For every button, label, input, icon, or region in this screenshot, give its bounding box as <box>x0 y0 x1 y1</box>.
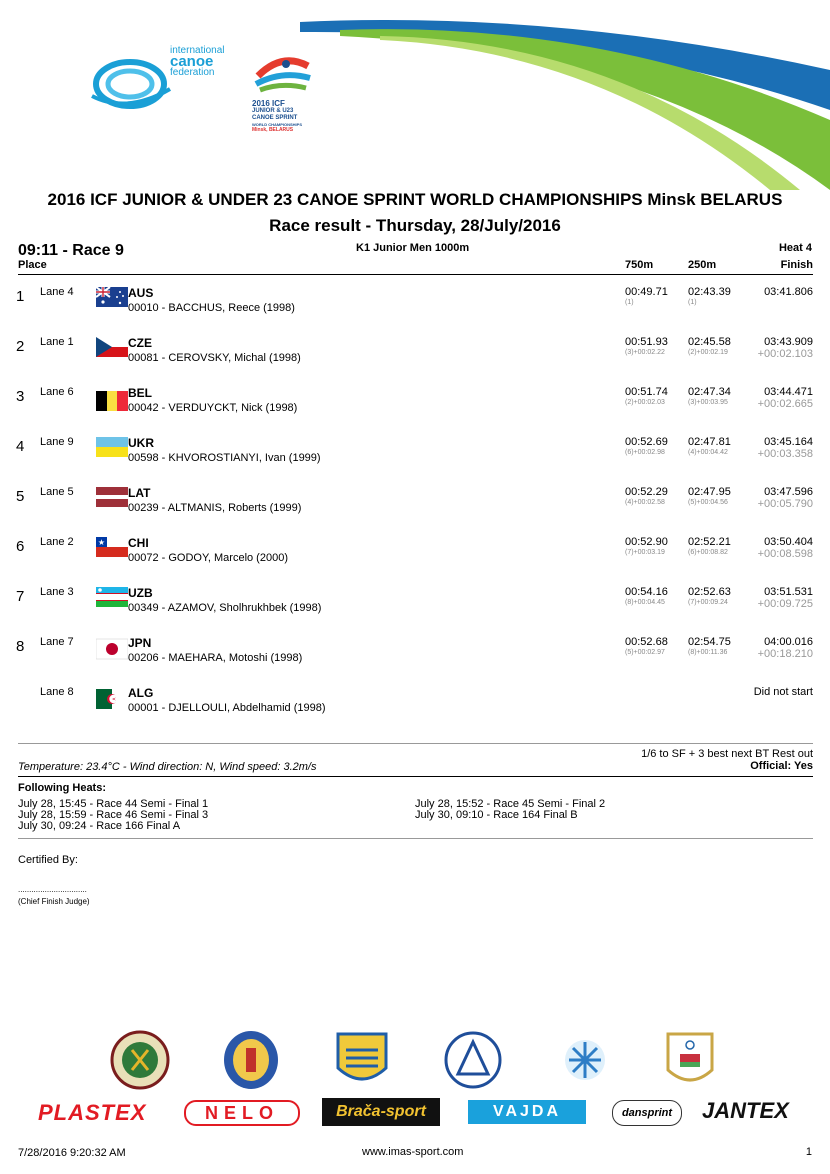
split-750m: 00:51.93 <box>625 336 668 348</box>
finish-diff: +00:02.103 <box>757 348 813 360</box>
split-250m: 02:45.58 <box>688 336 731 348</box>
czech-flag-icon <box>96 337 128 357</box>
emblem-1-icon <box>110 1030 170 1090</box>
split-750m-rank: (4)+00:02.58 <box>625 499 665 506</box>
finish-time: 03:50.404 <box>764 536 813 548</box>
lane: Lane 2 <box>40 536 74 548</box>
athlete-name: 00206 - MAEHARA, Motoshi (1998) <box>128 652 303 664</box>
heat-label: Heat 4 <box>778 242 812 254</box>
finish-time: 03:44.471 <box>764 386 813 398</box>
col-750m: 750m <box>625 259 654 271</box>
split-750m: 00:52.69 <box>625 436 668 448</box>
algeria-flag-icon <box>96 687 128 711</box>
finish-diff: +00:18.210 <box>757 648 813 660</box>
page-number: 1 <box>805 1146 812 1158</box>
website-link[interactable]: www.imas-sport.com <box>362 1146 464 1158</box>
belgium-flag-icon <box>96 387 128 415</box>
heats-rule <box>18 838 813 839</box>
split-750m-rank: (6)+00:02.98 <box>625 449 665 456</box>
results-end-rule <box>18 743 813 744</box>
athlete-name: 00010 - BACCHUS, Reece (1998) <box>128 302 295 314</box>
header-swoosh <box>300 10 830 190</box>
split-250m: 02:54.75 <box>688 636 731 648</box>
athlete-name: 00349 - AZAMOV, Sholhrukhbek (1998) <box>128 602 322 614</box>
table-row <box>0 686 830 736</box>
finish-diff: +00:05.790 <box>757 498 813 510</box>
finish-time: 03:51.531 <box>764 586 813 598</box>
table-row <box>0 336 830 386</box>
ukraine-flag-icon <box>96 437 128 457</box>
split-750m-rank: (8)+00:04.45 <box>625 599 665 606</box>
split-250m-rank: (4)+00:04.42 <box>688 449 728 456</box>
split-750m: 00:49.71 <box>625 286 668 298</box>
following-heat: July 28, 15:52 - Race 45 Semi - Final 2 <box>415 798 606 810</box>
col-finish: Finish <box>780 259 813 271</box>
weather-info: Temperature: 23.4°C - Wind direction: N, Wind speed: 3.2m/s <box>18 761 317 773</box>
split-250m-rank: (6)+00:08.82 <box>688 549 728 556</box>
country-code: JPN <box>128 636 152 650</box>
split-250m-rank: (2)+00:02.19 <box>688 349 728 356</box>
emblem-3-icon <box>334 1030 390 1090</box>
split-250m: 02:43.39 <box>688 286 731 298</box>
split-250m-rank: (5)+00:04.56 <box>688 499 728 506</box>
split-750m: 00:52.29 <box>625 486 668 498</box>
finish-diff: +00:09.725 <box>757 598 813 610</box>
icf-logo-text-3: federation <box>170 67 215 78</box>
finish-time: 04:00.016 <box>764 636 813 648</box>
japan-flag-icon <box>96 637 128 661</box>
country-code: UZB <box>128 586 153 600</box>
following-heats-label: Following Heats: <box>18 782 106 794</box>
split-750m-rank: (2)+00:02.03 <box>625 399 665 406</box>
event-logo-line-1: 2016 ICF <box>252 99 285 108</box>
official-status: Official: Yes <box>750 760 813 772</box>
following-heats-left <box>18 799 208 832</box>
finish-diff: +00:08.598 <box>757 548 813 560</box>
country-code: AUS <box>128 286 154 300</box>
table-row <box>0 586 830 636</box>
race-time: 09:11 - Race 9 <box>18 242 124 259</box>
sponsor-logo: NELO <box>184 1100 300 1126</box>
split-250m: 02:47.81 <box>688 436 731 448</box>
place-number: 7 <box>16 588 25 605</box>
split-250m-rank: (7)+00:09.24 <box>688 599 728 606</box>
finish-diff: +00:03.358 <box>757 448 813 460</box>
finish-status: Did not start <box>753 686 813 698</box>
following-heats-right <box>415 799 605 821</box>
split-250m-rank: (3)+00:03.95 <box>688 399 728 406</box>
place-number: 5 <box>16 488 25 505</box>
lane: Lane 1 <box>40 336 74 348</box>
table-row <box>0 636 830 686</box>
emblem-6-icon <box>664 1030 716 1090</box>
table-row <box>0 486 830 536</box>
athlete-name: 00001 - DJELLOULI, Abdelhamid (1998) <box>128 702 326 714</box>
svg-text:★: ★ <box>97 538 106 547</box>
print-timestamp: 7/28/2016 9:20:32 AM <box>18 1147 126 1159</box>
split-750m-rank: (3)+00:02.22 <box>625 349 665 356</box>
icf-logo-text-2: canoe <box>170 53 214 70</box>
header-rule <box>18 274 813 275</box>
country-code: BEL <box>128 386 152 400</box>
icf-logo <box>82 44 232 124</box>
country-code: LAT <box>128 486 151 500</box>
split-750m: 00:52.68 <box>625 636 668 648</box>
country-code: CZE <box>128 336 152 350</box>
lane: Lane 4 <box>40 286 74 298</box>
progression-rules: 1/6 to SF + 3 best next BT Rest out <box>641 748 813 760</box>
following-heat: July 30, 09:10 - Race 164 Final B <box>415 809 578 821</box>
emblem-row <box>0 1030 830 1090</box>
country-code: CHI <box>128 536 149 550</box>
finish-time: 03:47.596 <box>764 486 813 498</box>
col-place: Place <box>18 259 47 271</box>
following-heat: July 30, 09:24 - Race 166 Final A <box>18 820 181 832</box>
athlete-name: 00072 - GODOY, Marcelo (2000) <box>128 552 288 564</box>
athlete-name: 00081 - CEROVSKY, Michal (1998) <box>128 352 301 364</box>
split-750m: 00:52.90 <box>625 536 668 548</box>
emblem-2-icon <box>222 1030 280 1090</box>
finish-time: 03:45.164 <box>764 436 813 448</box>
championship-title: 2016 ICF JUNIOR & UNDER 23 CANOE SPRINT WORLD CHAMPIONSHIPS Minsk BELARUS <box>47 190 783 209</box>
icf-logo-text-1: international <box>170 45 225 56</box>
chief-finish-judge: (Chief Finish Judge) <box>18 897 90 906</box>
place-number: 3 <box>16 388 25 405</box>
country-code: UKR <box>128 436 154 450</box>
table-row <box>0 536 830 586</box>
emblem-4-icon <box>444 1030 502 1090</box>
lane: Lane 5 <box>40 486 74 498</box>
table-row <box>0 436 830 486</box>
split-250m: 02:52.63 <box>688 586 731 598</box>
split-250m: 02:47.95 <box>688 486 731 498</box>
split-750m-rank: (7)+00:03.19 <box>625 549 665 556</box>
place-number: 4 <box>16 438 25 455</box>
finish-time: 03:41.806 <box>764 286 813 298</box>
following-heat: July 28, 15:59 - Race 46 Semi - Final 3 <box>18 809 209 821</box>
place-number: 2 <box>16 338 25 355</box>
lane: Lane 7 <box>40 636 74 648</box>
place-number: 6 <box>16 538 25 555</box>
split-750m-rank: (1) <box>625 299 634 306</box>
split-250m-rank: (8)+00:11.36 <box>688 649 728 656</box>
race-result-subtitle: Race result - Thursday, 28/July/2016 <box>269 216 561 235</box>
lane: Lane 6 <box>40 386 74 398</box>
emblem-5-icon <box>556 1030 614 1090</box>
finish-diff: +00:02.665 <box>757 398 813 410</box>
sponsor-logo: PLASTEX <box>38 1100 147 1125</box>
place-number: 1 <box>16 288 25 305</box>
table-row <box>0 386 830 436</box>
latvia-flag-icon <box>96 487 128 507</box>
athlete-name: 00598 - KHVOROSTIANYI, Ivan (1999) <box>128 452 321 464</box>
place-number: 8 <box>16 638 25 655</box>
split-750m: 00:54.16 <box>625 586 668 598</box>
weather-rule <box>18 776 813 777</box>
finish-time: 03:43.909 <box>764 336 813 348</box>
split-750m: 00:51.74 <box>625 386 668 398</box>
event-logo-line-2: JUNIOR & U23 <box>252 108 294 114</box>
sponsor-logo: JANTEX <box>702 1098 789 1123</box>
sponsor-row <box>0 1096 830 1130</box>
split-250m: 02:47.34 <box>688 386 731 398</box>
event-logo-line-5: Minsk, BELARUS <box>252 127 294 133</box>
athlete-name: 00239 - ALTMANIS, Roberts (1999) <box>128 502 302 514</box>
event-name: K1 Junior Men 1000m <box>356 242 470 254</box>
lane: Lane 3 <box>40 586 74 598</box>
signature-line: ............................... <box>18 885 87 894</box>
sponsor-logo: dansprint <box>612 1100 682 1126</box>
sponsor-logo: Brača-sport <box>322 1098 440 1126</box>
uzbekistan-flag-icon <box>96 587 128 607</box>
australia-flag-icon <box>96 287 128 307</box>
sponsor-logo: VAJDA <box>468 1100 586 1124</box>
certified-by: Certified By: <box>18 854 78 866</box>
icf-swirl-icon <box>82 44 172 124</box>
event-logo-line-4: WORLD CHAMPIONSHIPS <box>252 122 302 127</box>
table-row <box>0 286 830 336</box>
following-heat: July 28, 15:45 - Race 44 Semi - Final 1 <box>18 798 209 810</box>
country-code: ALG <box>128 686 154 700</box>
chile-flag-icon <box>96 537 128 557</box>
lane: Lane 9 <box>40 436 74 448</box>
split-750m-rank: (5)+00:02.97 <box>625 649 665 656</box>
lane: Lane 8 <box>40 686 74 698</box>
event-logo-line-3: CANOE SPRINT <box>252 115 298 121</box>
col-250m: 250m <box>688 259 717 271</box>
athlete-name: 00042 - VERDUYCKT, Nick (1998) <box>128 402 298 414</box>
split-250m-rank: (1) <box>688 299 697 306</box>
split-250m: 02:52.21 <box>688 536 731 548</box>
